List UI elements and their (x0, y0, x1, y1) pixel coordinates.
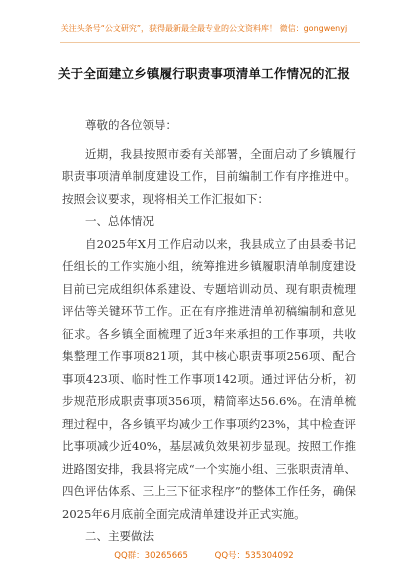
paragraph-overview: 自2025年X月工作启动以来，我县成立了由县委书记任组长的工作实施小组，统筹推进乡镇履职清单制度建设目前已完成组织体系建设、专题培训动员、现有职责梳理评估等关键环节工作。正在有序推进清单初稿编制和意见征求。各乡镇全面梳理了近3年来承担的工作事项，共收集整理工作事项821项，其中核心职责事项256项、配合事项423项、临时性工作事项142项。通过评估分析，初步规范形成职责事项356项，精简率达56.6%。在清单梳理过程中，各乡镇平均减少工作事项约23%，其中检查评比事项减少近40%，基层减负效果初步显现。按照工作推进路图安排，我县将完成“一个实施小组、三张职责清单、四色评估体系、三上三下征求程序”的整体工作任务，确保2025年6月底前全面完成清单建设并正式实施。 (62, 236, 356, 521)
header-divider (60, 42, 360, 43)
header-banner: 关注头条号“公文研究”，获得最新最全最专业的公文资料库！ 微信：gongwenyj (60, 24, 348, 33)
section-heading-methods: 二、主要做法 (85, 529, 154, 543)
section-heading-overview: 一、总体情况 (85, 214, 154, 228)
footer-qq-group: QQ群：30265665 (114, 551, 188, 561)
footer-qq-number: QQ号：535304092 (214, 551, 294, 561)
paragraph-intro: 近期，我县按照市委有关部署，全面启动了乡镇履行职责事项清单制度建设工作，目前编制工作有序推进中。按照会议要求，现将相关工作汇报如下： (62, 146, 356, 206)
footer-contact (0, 551, 408, 561)
document-title: 关于全面建立乡镇履行职责事项清单工作情况的汇报 (57, 66, 351, 81)
salutation: 尊敬的各位领导： (85, 118, 177, 132)
document-body (62, 114, 356, 548)
